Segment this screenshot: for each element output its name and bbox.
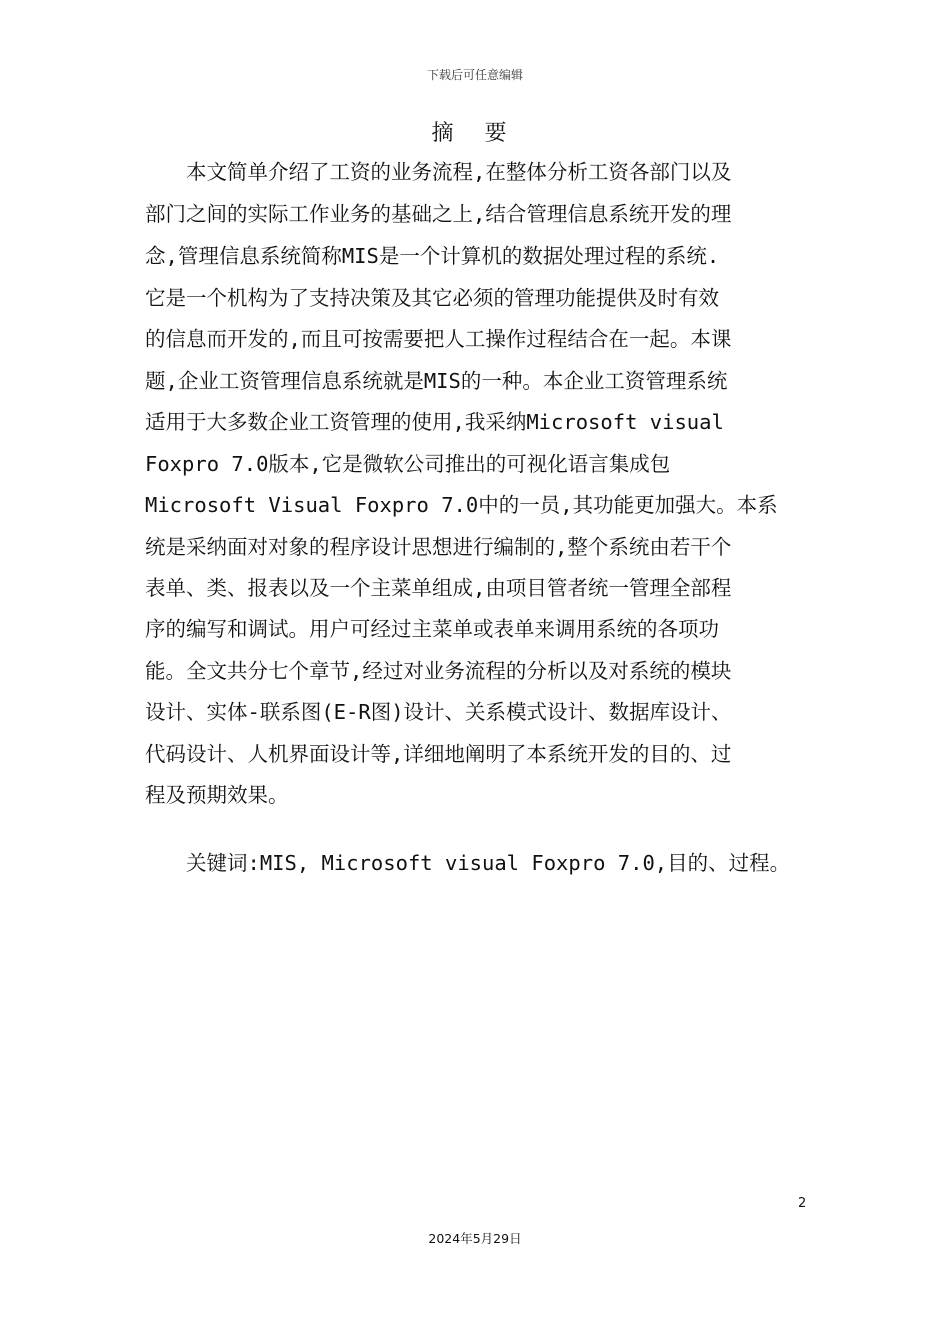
abstract-line: Microsoft Visual Foxpro 7.0中的一员,其功能更加强大。本系: [145, 493, 778, 517]
abstract-line: 能。全文共分七个章节,经过对业务流程的分析以及对系统的模块: [145, 659, 732, 683]
abstract-line: 程及预期效果。: [145, 783, 289, 807]
keywords-line: 关键词:MIS, Microsoft visual Foxpro 7.0,目的、过程。: [145, 851, 791, 875]
page-number: 2: [798, 1196, 807, 1211]
abstract-line: 的信息而开发的,而且可按需要把人工操作过程结合在一起。本课: [145, 327, 732, 351]
abstract-line: Foxpro 7.0版本,它是微软公司推出的可视化语言集成包: [145, 452, 671, 476]
abstract-line: 设计、实体-联系图(E-R图)设计、关系模式设计、数据库设计、: [145, 700, 732, 724]
abstract-line: 本文简单介绍了工资的业务流程,在整体分析工资各部门以及: [145, 160, 732, 184]
abstract-line: 适用于大多数企业工资管理的使用,我采纳Microsoft visual: [145, 410, 724, 434]
page-header-note: 下载后可任意编辑: [426, 68, 523, 82]
abstract-line: 部门之间的实际工作业务的基础之上,结合管理信息系统开发的理: [145, 202, 732, 226]
abstract-line: 念,管理信息系统简称MIS是一个计算机的数据处理过程的系统.: [145, 244, 720, 268]
abstract-line: 序的编写和调试。用户可经过主菜单或表单来调用系统的各项功: [145, 617, 719, 641]
abstract-line: 题,企业工资管理信息系统就是MIS的一种。本企业工资管理系统: [145, 369, 728, 393]
abstract-line: 代码设计、人机界面设计等,详细地阐明了本系统开发的目的、过: [145, 742, 732, 766]
abstract-line: 统是采纳面对对象的程序设计思想进行编制的,整个系统由若干个: [145, 535, 732, 559]
abstract-line: 表单、类、报表以及一个主菜单组成,由项目管者统一管理全部程: [145, 576, 732, 600]
abstract-line: 它是一个机构为了支持决策及其它必须的管理功能提供及时有效: [145, 286, 719, 310]
abstract-title: 摘 要: [431, 121, 519, 146]
footer-date: 2024年5月29日: [428, 1231, 522, 1246]
